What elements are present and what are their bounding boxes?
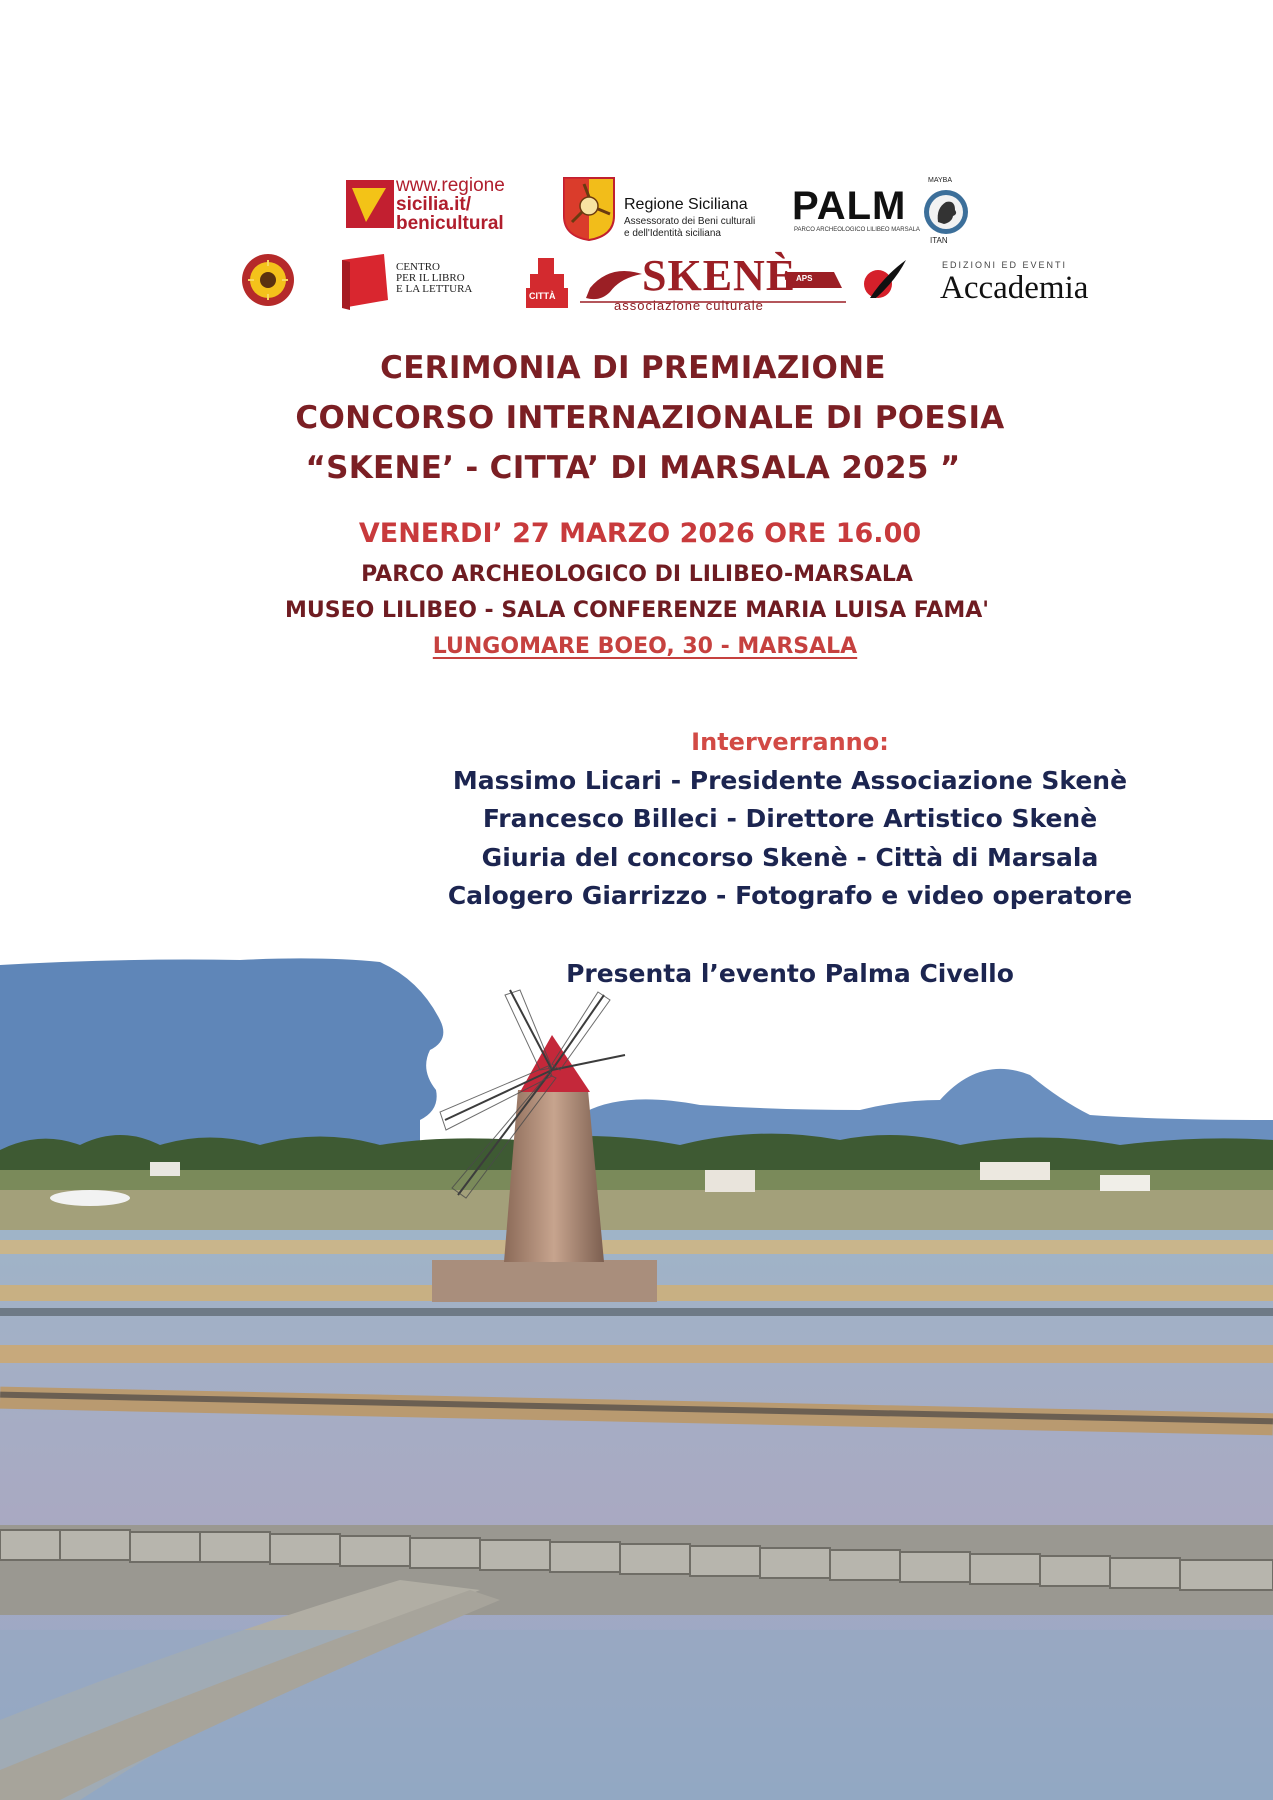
venue-museum: MUSEO LILIBEO - SALA CONFERENZE MARIA LUISA FAMA'	[285, 598, 989, 623]
citta-label: CITTÀ	[529, 291, 556, 301]
city-tower-icon	[524, 254, 570, 310]
centro-libro-lettura-logo	[338, 254, 488, 310]
speaker-item: Giuria del concorso Skenè - Città di Marsala	[481, 843, 1099, 872]
palm-coin-top: MAYBA	[928, 177, 952, 184]
venue-park: PARCO ARCHEOLOGICO DI LILIBEO-MARSALA	[361, 562, 913, 587]
title-line-3: “SKENE’ - CITTA’ DI MARSALA 2025 ”	[305, 450, 961, 486]
accademia-logo	[862, 258, 1089, 314]
skene-sub: associazione culturale	[614, 298, 764, 313]
regione-web-line2: sicilia.it/	[396, 194, 471, 215]
event-date: VENERDI’ 27 MARZO 2026 ORE 16.00	[358, 518, 922, 549]
speakers-heading: Interverranno:	[691, 728, 889, 756]
windmill-tower	[504, 1090, 604, 1262]
regione-web-line1: www.regione	[396, 175, 505, 196]
sunflower-icon	[240, 252, 296, 308]
palm-name: PALM	[792, 184, 907, 228]
palm-sub: PARCO ARCHEOLOGICO LILIBEO MARSALA	[794, 227, 920, 233]
book-icon	[338, 254, 392, 310]
title-line-2: CONCORSO INTERNAZIONALE DI POESIA	[295, 400, 1005, 436]
regione-siciliana-logo	[562, 176, 777, 246]
presenter-line: Presenta l’evento Palma Civello	[566, 959, 1014, 988]
accademia-name: Accademia	[940, 270, 1089, 306]
speaker-item: Calogero Giarrizzo - Fotografo e video operatore	[447, 881, 1133, 910]
billeci-association-logo	[240, 252, 296, 308]
regione-web-line3: benicultural	[396, 213, 504, 234]
venue-address-link[interactable]: LUNGOMARE BOEO, 30 - MARSALA	[432, 634, 858, 659]
speaker-item: Francesco Billeci - Direttore Artistico Skenè	[482, 804, 1098, 833]
accademia-sub: EDIZIONI ED EVENTI	[942, 260, 1068, 270]
regione-siciliana-sub: Assessorato dei Beni culturali e dell'Identità siciliana	[624, 216, 756, 239]
saltpan-windmill-scene	[0, 940, 1273, 1800]
skene-badge: APS	[796, 274, 813, 283]
windmill-base	[432, 1260, 657, 1302]
speaker-item: Massimo Licari - Presidente Associazione Skenè	[452, 766, 1128, 795]
palm-coin-bottom: ITAN	[930, 236, 948, 245]
quill-icon	[862, 258, 908, 302]
citta-che-legge-logo	[524, 254, 570, 310]
coin-head-icon	[922, 188, 970, 236]
regione-sicilia-web-logo	[346, 176, 531, 240]
palm-logo	[790, 177, 975, 248]
trinacria-shield-icon	[562, 176, 616, 242]
regione-triangle-icon	[346, 176, 394, 230]
skene-name: SKENÈ	[642, 251, 797, 300]
skene-logo	[580, 252, 846, 312]
regione-siciliana-name: Regione Siciliana	[624, 196, 748, 213]
title-line-1: CERIMONIA DI PREMIAZIONE	[380, 350, 886, 386]
centro-libro-text: CENTRO PER IL LIBRO E LA LETTURA	[396, 261, 473, 295]
